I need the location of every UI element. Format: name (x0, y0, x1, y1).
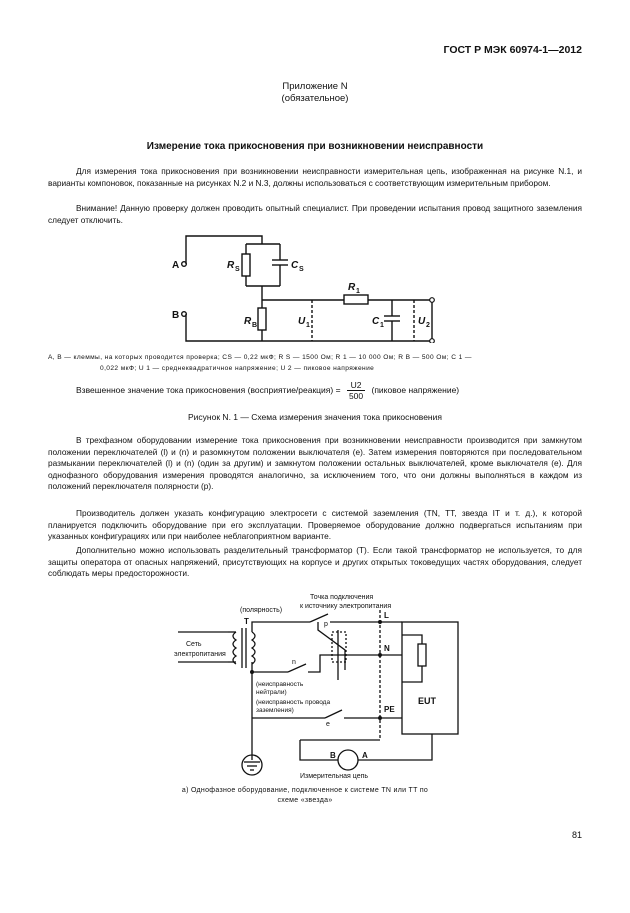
figure-n1-caption: Рисунок N. 1 — Схема измерения значения тока прикосновения (188, 412, 442, 422)
appendix-title: Приложение N (282, 81, 348, 92)
formula-numerator: U2 (347, 380, 365, 391)
polarity-label: (полярность) (240, 607, 283, 614)
switch-n-label: n (292, 659, 296, 666)
meas-b-label: B (330, 751, 336, 760)
figure-n1-legend-line2: 0,022 мкФ; U 1 — среднеквадратичное напряжение; U 2 — пиковое напряжение (100, 365, 375, 372)
figure-n2a-circuit (170, 590, 480, 780)
connection-point-label: Точка подключения (310, 594, 374, 601)
fault-pe-label-2: заземления) (256, 707, 294, 714)
appendix-heading (0, 81, 630, 105)
figure-n1-circuit (160, 228, 460, 343)
c1-sub: 1 (380, 322, 384, 329)
cs-sub: S (299, 266, 304, 273)
u1-label: U (298, 316, 306, 327)
formula-denominator: 500 (348, 391, 364, 401)
paragraph-transformer: Дополнительно можно использовать разделительный трансформатор (T). Если такой трансформатор не используется, то для защиты оператора от опасных напряжений, присутствующих на корпусе и других открытых токоведущих частях оборудования, следует соблюдать меры предосторожности. (48, 545, 582, 579)
rb-sub: B (252, 322, 258, 329)
formula-fraction (347, 380, 365, 401)
supply-label-2: электропитания (174, 651, 226, 658)
section-title: Измерение тока прикосновения при возникновении неисправности (146, 141, 484, 152)
line-n-label: N (384, 644, 390, 653)
appendix-subtitle: (обязательное) (281, 93, 349, 104)
fault-pe-label: (неисправность провода (256, 699, 331, 706)
c1-label: C (372, 316, 380, 327)
switch-e-label: e (326, 721, 330, 728)
transformer-label: T (244, 617, 249, 626)
eut-label: EUT (418, 696, 436, 706)
meas-a-label: A (362, 751, 368, 760)
terminal-b-label: B (172, 310, 180, 321)
connection-point-label-2: к источнику электропитания (300, 603, 392, 610)
page-number: 81 (571, 830, 582, 840)
rb-label: R (244, 316, 252, 327)
pe-label: PE (384, 705, 395, 714)
paragraph-manufacturer: Производитель должен указать конфигурацию электросети с системой заземления (TN, TT, звезда IT и т. д.), к которой планируется подключить оборудование при его эксплуатации. Проверяемое оборудование должно подвергаться испытаниям при указанных конфигурациях или при наиболее неблагоприятном варианте. (48, 508, 582, 542)
cs-label: C (291, 260, 299, 271)
fault-neutral-label-2: нейтрали) (256, 689, 287, 696)
supply-label: Сеть (186, 641, 202, 648)
formula-left: Взвешенное значение тока прикосновения (восприятие/реакция) = (76, 384, 341, 395)
fault-neutral-label: (неисправность (256, 681, 304, 688)
formula-right: (пиковое напряжение) (371, 384, 460, 395)
terminal-a-label: A (172, 260, 180, 271)
u2-sub: 2 (426, 322, 430, 329)
u2-label: U (418, 316, 426, 327)
document-header: ГОСТ Р МЭК 60974-1—2012 (443, 44, 582, 56)
figure-n1-legend-line1: A, B — клеммы, на которых проводится проверка; CS — 0,22 мкФ; R S — 1500 Ом; R 1 — 10 000 Ом; R B — 500 Ом; C 1 — (48, 354, 472, 361)
rs-sub: S (235, 266, 240, 273)
measurement-circuit-label: Измерительная цепь (300, 773, 369, 780)
u1-sub: 1 (306, 322, 310, 329)
paragraph-intro: Для измерения тока прикосновения при возникновении неисправности измерительная цепь, изображенная на рисунке N.1, и варианты компоновок, показанные на рисунках N.2 и N.3, должны использоваться с соответствующим измерительным прибором. (48, 166, 582, 188)
figure-n2a-caption: a) Однофазное оборудование, подключенное к системе TN или TT по схеме «звезда» (181, 787, 429, 804)
r1-label: R (348, 282, 356, 293)
rs-label: R (227, 260, 235, 271)
weighted-current-formula (48, 380, 582, 401)
paragraph-three-phase: В трехфазном оборудовании измерение тока прикосновения при возникновении неисправности производится при замкнутом положении переключателей (l) и (n) и разомкнутом положении выключателя (e). Затем измерения повторяются при последовательном размыкании переключателей (l) и (n) (один за другим) и замкнутом положении остальных выключателей, кроме выключателя (e). Для однофазного оборудования измерения проводятся аналогично, за исключением того, что они должны выполняться в каждом из положений переключателя полярности (p). (48, 435, 582, 492)
line-l-label: L (384, 611, 389, 620)
r1-sub: 1 (356, 288, 360, 295)
switch-p-label: p (324, 621, 328, 628)
paragraph-warning: Внимание! Данную проверку должен проводить опытный специалист. При проведении испытания провод защитного заземления следует отключить. (48, 203, 582, 225)
